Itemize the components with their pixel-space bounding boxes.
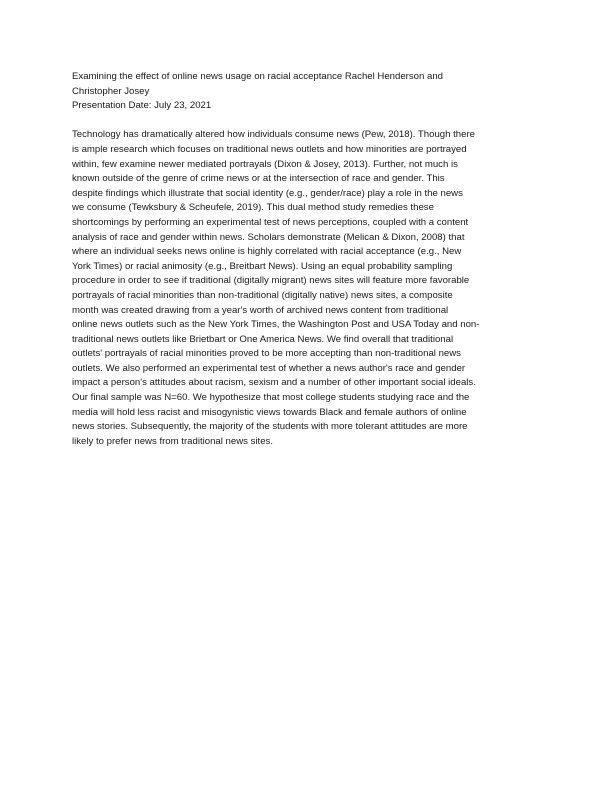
abstract-line: analysis of race and gender within news. Scholars demonstrate (Melican & Dixon, 2008) that [72,231,465,243]
abstract-line: outlets. We also performed an experimental test of whether a news author's race and gender [72,362,466,374]
abstract-line: online news outlets such as the New York Times, the Washington Post and USA Today and non- [72,319,480,331]
document-title-line: Christopher Josey [72,85,150,97]
abstract-line: is ample research which focuses on traditional news outlets and how minorities are portrayed [72,143,467,155]
abstract-paragraph [72,128,542,449]
abstract-line: despite findings which illustrate that social identity (e.g., gender/race) play a role in the news [72,187,463,199]
abstract-line: procedure in order to see if traditional (digitally migrant) news sites will feature more favorable [72,275,470,287]
abstract-line: within, few examine newer mediated portrayals (Dixon & Josey, 2013). Further, not much is [72,158,458,170]
abstract-line: where an individual seeks news online is highly correlated with racial acceptance (e.g., New [72,246,462,258]
abstract-line: Technology has dramatically altered how individuals consume news (Pew, 2018). Though there [72,129,475,141]
document-title-line: Examining the effect of online news usage on racial acceptance Rachel Henderson and [72,71,444,82]
abstract-line: impact a person's attitudes about racism, sexism and a number of other important social ideals. [72,377,476,389]
abstract-line: month was created drawing from a year's worth of archived news content from traditional [72,304,449,316]
abstract-line: media will hold less racist and misogynistic views towards Black and female authors of online [72,406,467,418]
abstract-line: known outside of the genre of crime news or at the intersection of race and gender. This [72,173,445,185]
abstract-line: likely to prefer news from traditional news sites. [72,435,274,447]
abstract-line: outlets' portrayals of racial minorities proved to be more accepting than non-traditional news [72,348,461,360]
document-content [72,70,542,449]
abstract-line: York Times) or racial animosity (e.g., Breitbart News). Using an equal probability sampling [72,260,453,272]
abstract-line: traditional news outlets like Brietbart or One America News. We find overall that traditional [72,333,454,345]
abstract-line: we consume (Tewksbury & Scheufele, 2019). This dual method study remedies these [72,202,434,214]
abstract-line: news stories. Subsequently, the majority of the students with more tolerant attitudes are more [72,421,468,433]
presentation-date: Presentation Date: July 23, 2021 [72,100,212,112]
abstract-line: portrayals of racial minorities than non-traditional (digitally native) news sites, a composite [72,289,453,301]
abstract-line: Our final sample was N=60. We hypothesize that most college students studying race and the [72,392,470,404]
abstract-line: shortcomings by performing an experimental test of news perceptions, coupled with a content [72,216,469,228]
title-block [72,70,542,114]
